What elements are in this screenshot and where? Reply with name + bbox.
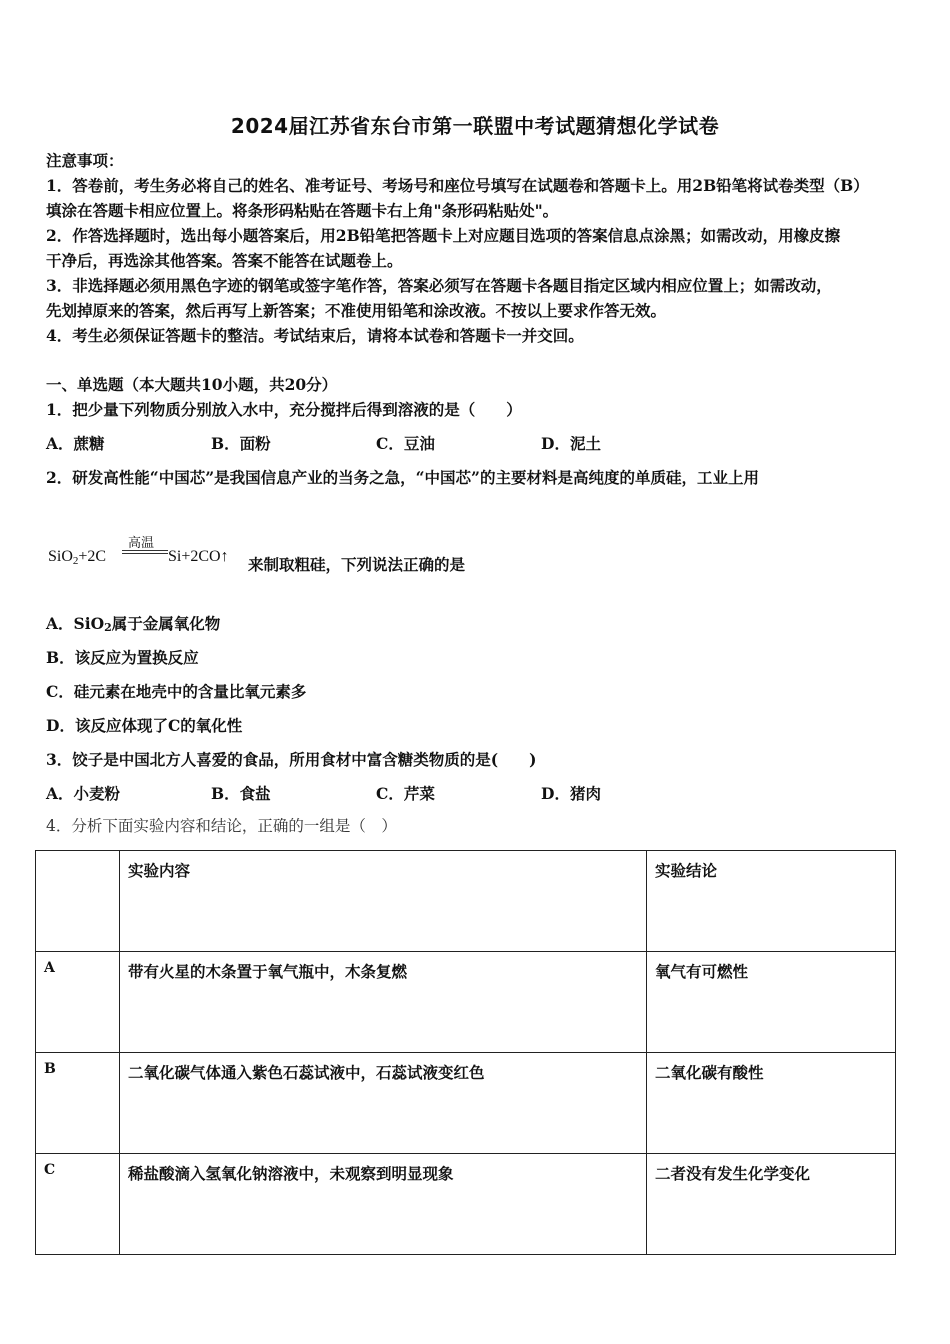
q3-option-d: D．猪肉: [541, 784, 601, 803]
row-key: A: [36, 952, 120, 1053]
equation-bar: [122, 553, 168, 554]
q1-option-c: C．豆油: [376, 434, 435, 453]
q3-stem: 3．饺子是中国北方人喜爱的食品，所用食材中富含糖类物质的是( ): [46, 750, 537, 769]
q2-option-c: C．硅元素在地壳中的含量比氧元素多: [46, 682, 307, 701]
row-conclusion: 二者没有发生化学变化: [647, 1154, 896, 1255]
q1-option-d: D．泥土: [541, 434, 601, 453]
notice-line: 1．答卷前，考生务必将自己的姓名、准考证号、考场号和座位号填写在试题卷和答题卡上。用2B铅笔将试卷类型（B）: [46, 176, 869, 195]
q2-stem-continued: 来制取粗硅，下列说法正确的是: [248, 555, 466, 574]
q3-option-a: A．小麦粉: [46, 784, 121, 803]
page-title: 2024届江苏省东台市第一联盟中考试题猜想化学试卷: [230, 114, 720, 138]
notice-line: 干净后，再选涂其他答案。答案不能答在试题卷上。: [46, 251, 403, 270]
row-conclusion: 氧气有可燃性: [647, 952, 896, 1053]
notice-line: 3．非选择题必须用黑色字迹的钢笔或签字笔作答，答案必须写在答题卡各题目指定区域内相应位置上；如需改动，: [46, 276, 832, 295]
q3-option-c: C．芹菜: [376, 784, 435, 803]
row-conclusion: 二氧化碳有酸性: [647, 1053, 896, 1154]
notice-line: 填涂在答题卡相应位置上。将条形码粘贴在答题卡右上角"条形码粘贴处"。: [46, 201, 559, 220]
notice-line: 4．考生必须保证答题卡的整洁。考试结束后，请将本试卷和答题卡一并交回。: [46, 326, 584, 345]
experiment-table: [35, 850, 896, 1255]
table-row: [36, 1053, 896, 1154]
table-header-conclusion: 实验结论: [647, 851, 896, 952]
q4-stem: 4．分析下面实验内容和结论，正确的一组是（ ）: [46, 817, 397, 835]
q3-option-b: B．食盐: [211, 784, 271, 803]
q2-option-b: B．该反应为置换反应: [46, 648, 199, 667]
table-header-row: [36, 851, 896, 952]
row-content: 带有火星的木条置于氧气瓶中，木条复燃: [120, 952, 647, 1053]
q2-option-a: A．SiO2属于金属氧化物: [46, 614, 221, 634]
equation-bar: [122, 550, 168, 551]
equation-reactants: SiO$_2$+2C: [48, 548, 107, 567]
row-content: 二氧化碳气体通入紫色石蕊试液中，石蕊试液变红色: [120, 1053, 647, 1154]
equation-condition: 高温: [128, 535, 155, 550]
section-heading: 一、单选题（本大题共10小题，共20分）: [46, 375, 338, 394]
table-row: [36, 1154, 896, 1255]
q1-option-a: A．蔗糖: [46, 434, 105, 453]
q2-option-d: D．该反应体现了C的氧化性: [46, 716, 243, 735]
q1-stem: 1．把少量下列物质分别放入水中，充分搅拌后得到溶液的是（ ）: [46, 400, 522, 419]
q1-option-b: B．面粉: [211, 434, 271, 453]
notice-heading: 注意事项：: [46, 151, 124, 170]
notice-line: 2．作答选择题时，选出每小题答案后，用2B铅笔把答题卡上对应题目选项的答案信息点涂黑；如需改动，用橡皮擦: [46, 226, 841, 245]
equation-products: Si+2CO↑: [168, 548, 229, 565]
row-key: B: [36, 1053, 120, 1154]
row-key: C: [36, 1154, 120, 1255]
notice-line: 先划掉原来的答案，然后再写上新答案；不准使用铅笔和涂改液。不按以上要求作答无效。: [46, 301, 667, 320]
table-row: [36, 952, 896, 1053]
table-cell: [36, 851, 120, 952]
row-content: 稀盐酸滴入氢氧化钠溶液中，未观察到明显现象: [120, 1154, 647, 1255]
q2-stem: 2．研发高性能“中国芯”是我国信息产业的当务之急，“中国芯”的主要材料是高纯度的单质硅，工业上用: [46, 468, 759, 487]
table-header-content: 实验内容: [120, 851, 647, 952]
